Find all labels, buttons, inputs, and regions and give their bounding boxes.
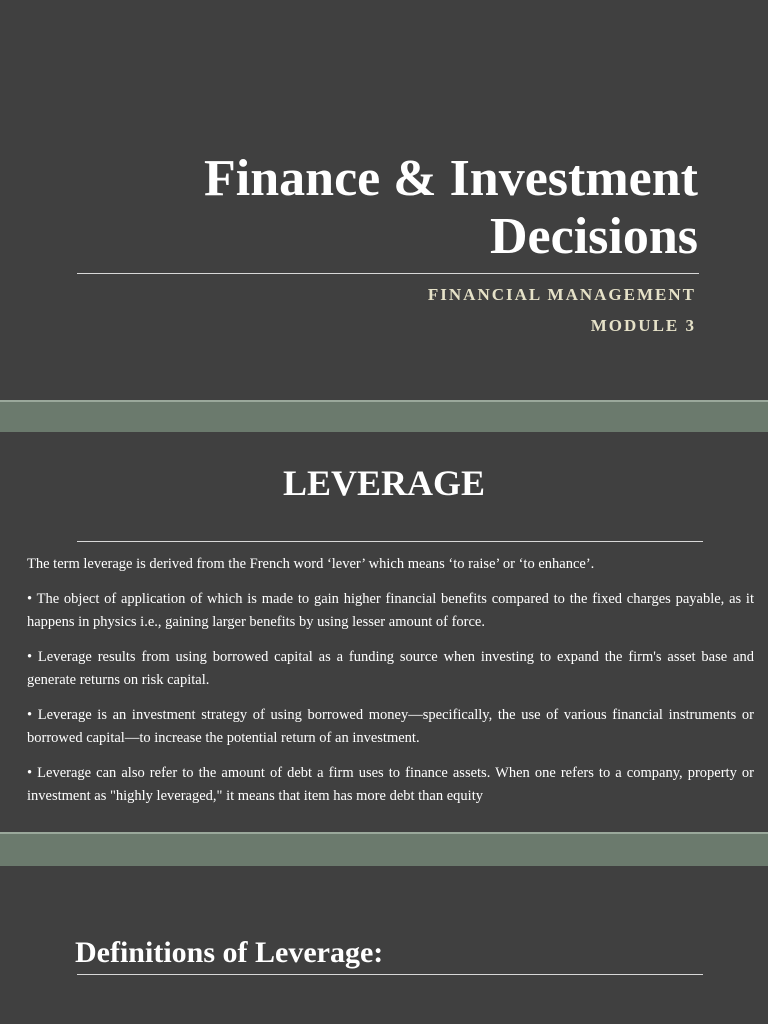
title-line-1: Finance & Investment (204, 150, 698, 207)
slide-separator (0, 400, 768, 432)
bullet-paragraph: • The object of application of which is made to gain higher financial benefits compared to the fixed charges payable, as it happens in physics i.e., gaining larger benefits by using lesser amount of force. (27, 591, 754, 630)
leverage-slide (0, 432, 768, 832)
slide-body (27, 553, 754, 820)
slide-heading: Definitions of Leverage: (75, 936, 384, 969)
subtitle-module: MODULE 3 (590, 316, 696, 335)
bullet-paragraph: • Leverage is an investment strategy of using borrowed money—specifically, the use of various financial instruments or borrowed capital—to increase the potential return of an investment. (27, 707, 754, 746)
bullet-paragraph: • Leverage results from using borrowed capital as a funding source when investing to expand the firm's asset base and generate returns on risk capital. (27, 649, 754, 688)
slide-title (58, 150, 698, 266)
paragraph: The term leverage is derived from the French word ‘lever’ which means ‘to raise’ or ‘to enhance’. (27, 556, 595, 572)
bullet-paragraph: • Leverage can also refer to the amount of debt a firm uses to finance assets. When one refers to a company, property or investment as "highly leveraged," it means that item has more debt than equity (27, 765, 754, 804)
slide-separator (0, 832, 768, 866)
subtitle-course: FINANCIAL MANAGEMENT (427, 285, 696, 304)
slide-heading: LEVERAGE (282, 463, 486, 503)
heading-divider (77, 541, 703, 542)
definitions-slide (0, 866, 768, 1024)
title-line-2: Decisions (490, 208, 698, 265)
title-slide (0, 0, 768, 400)
heading-divider (77, 974, 703, 975)
title-divider (77, 273, 699, 274)
